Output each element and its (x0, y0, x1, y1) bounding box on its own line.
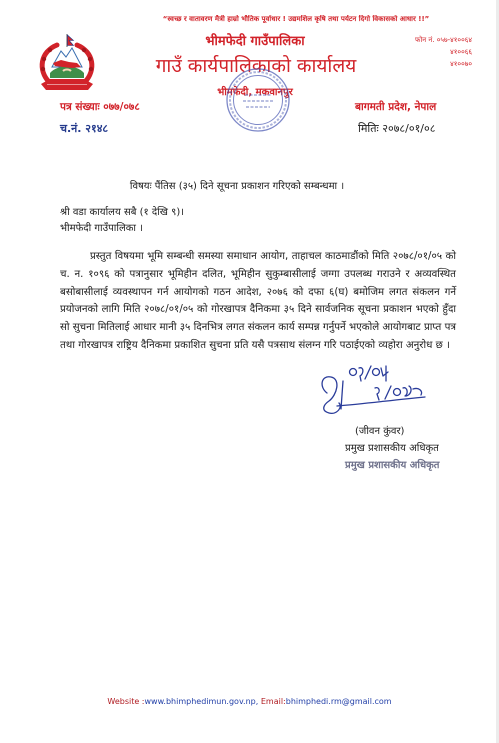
province-label: बागमती प्रदेश, नेपाल (355, 101, 437, 113)
recipient-line-1: श्री वडा कार्यालय सबै (१ देखि ९)। (60, 207, 185, 218)
letter-number: पत्र संख्याः ०७७/०७८ (60, 101, 140, 113)
recipient-block (60, 205, 456, 237)
recipient-line-2: भीमफेदी गाउँपालिका । (60, 223, 143, 234)
letter-date: मितिः २०७८/०१/०८ (358, 122, 436, 135)
letter-body: प्रस्तुत विषयमा भूमि सम्बन्धी समस्या समाधान आयोग, ताहाचल काठमाडौंको मिति २०७८/०१/०५ को च. न. १०९६ को पत्रानुसार भूमिहीन दलित, भूमिहीन सुकुम्बासीलाई जग्गा उपलब्ध गराउने र अव्यवस्थित बसोबासीलाई व्यवस्थापन गर्न आयोगको गठन आदेश, २०७६ को दफा ६(घ) बमोजिम लगत संकलन गर्ने प्रयोजनको लागि मिति २०७८/०१/०५ को गोरखापत्र दैनिकमा ३५ दिने सार्वजनिक सूचना प्रकाशन भएको हुँदा सो सुचना मितिलाई आधार मानी ३५ दिनभित्र लगत संकलन कार्य सम्पन्न गर्नुपर्ने भएकोले आयोगबाट प्राप्त पत्र तथा गोरखापत्र राष्ट्रिय दैनिकमा प्रकाशित सुचना प्रति यसै पत्रसाथ संलग्न गरि पठाईएको व्यहोरा अनुरोध छ । (60, 251, 456, 351)
letter-subject: विषयः पैंतिस (३५) दिने सूचना प्रकाशन गरिएको सम्बन्धमा । (129, 181, 345, 192)
designation-stamp: प्रमुख प्रशासकीय अधिकृत (345, 459, 440, 471)
website-url: www.bhimphedimun.gov.np, (144, 697, 259, 706)
signatory-name: (जीवन कुंवर) (355, 425, 405, 437)
municipality-name: भीमफेदी गाउँपालिका (205, 34, 305, 49)
office-name: गाउँ कार्यपालिकाको कार्यालय (155, 55, 357, 77)
handwritten-signature-icon (313, 359, 433, 419)
office-address: भीमफेदी, मकवानपुर (217, 87, 293, 98)
phone-line-1: फोन नं. ०५७-४१००६४ (415, 36, 472, 44)
letter-content (60, 179, 456, 474)
signature-block (313, 359, 453, 474)
office-seal-icon (225, 67, 291, 133)
letterhead-slogan: “स्वच्छ र वातावरण मैत्री हाम्रो भौतिक पूर्वाधार ! उद्यमशिल कृषि तथा पर्यटन दिगो विकासको आधार !!” (162, 15, 430, 23)
letterhead-footer (0, 697, 499, 706)
signatory-designation: प्रमुख प्रशासकीय अधिकृत (345, 442, 439, 454)
dispatch-number: च.नं. २१४८ (60, 122, 109, 135)
email-address: bhimphedi.rm@gmail.com (285, 697, 392, 706)
phone-line-3: ४१००७० (450, 60, 472, 68)
email-label: Email: (260, 697, 286, 706)
phone-numbers (372, 34, 472, 70)
phone-line-2: ४१००६६ (450, 48, 472, 56)
website-label: Website : (107, 697, 145, 706)
nepal-emblem-icon (36, 33, 98, 97)
